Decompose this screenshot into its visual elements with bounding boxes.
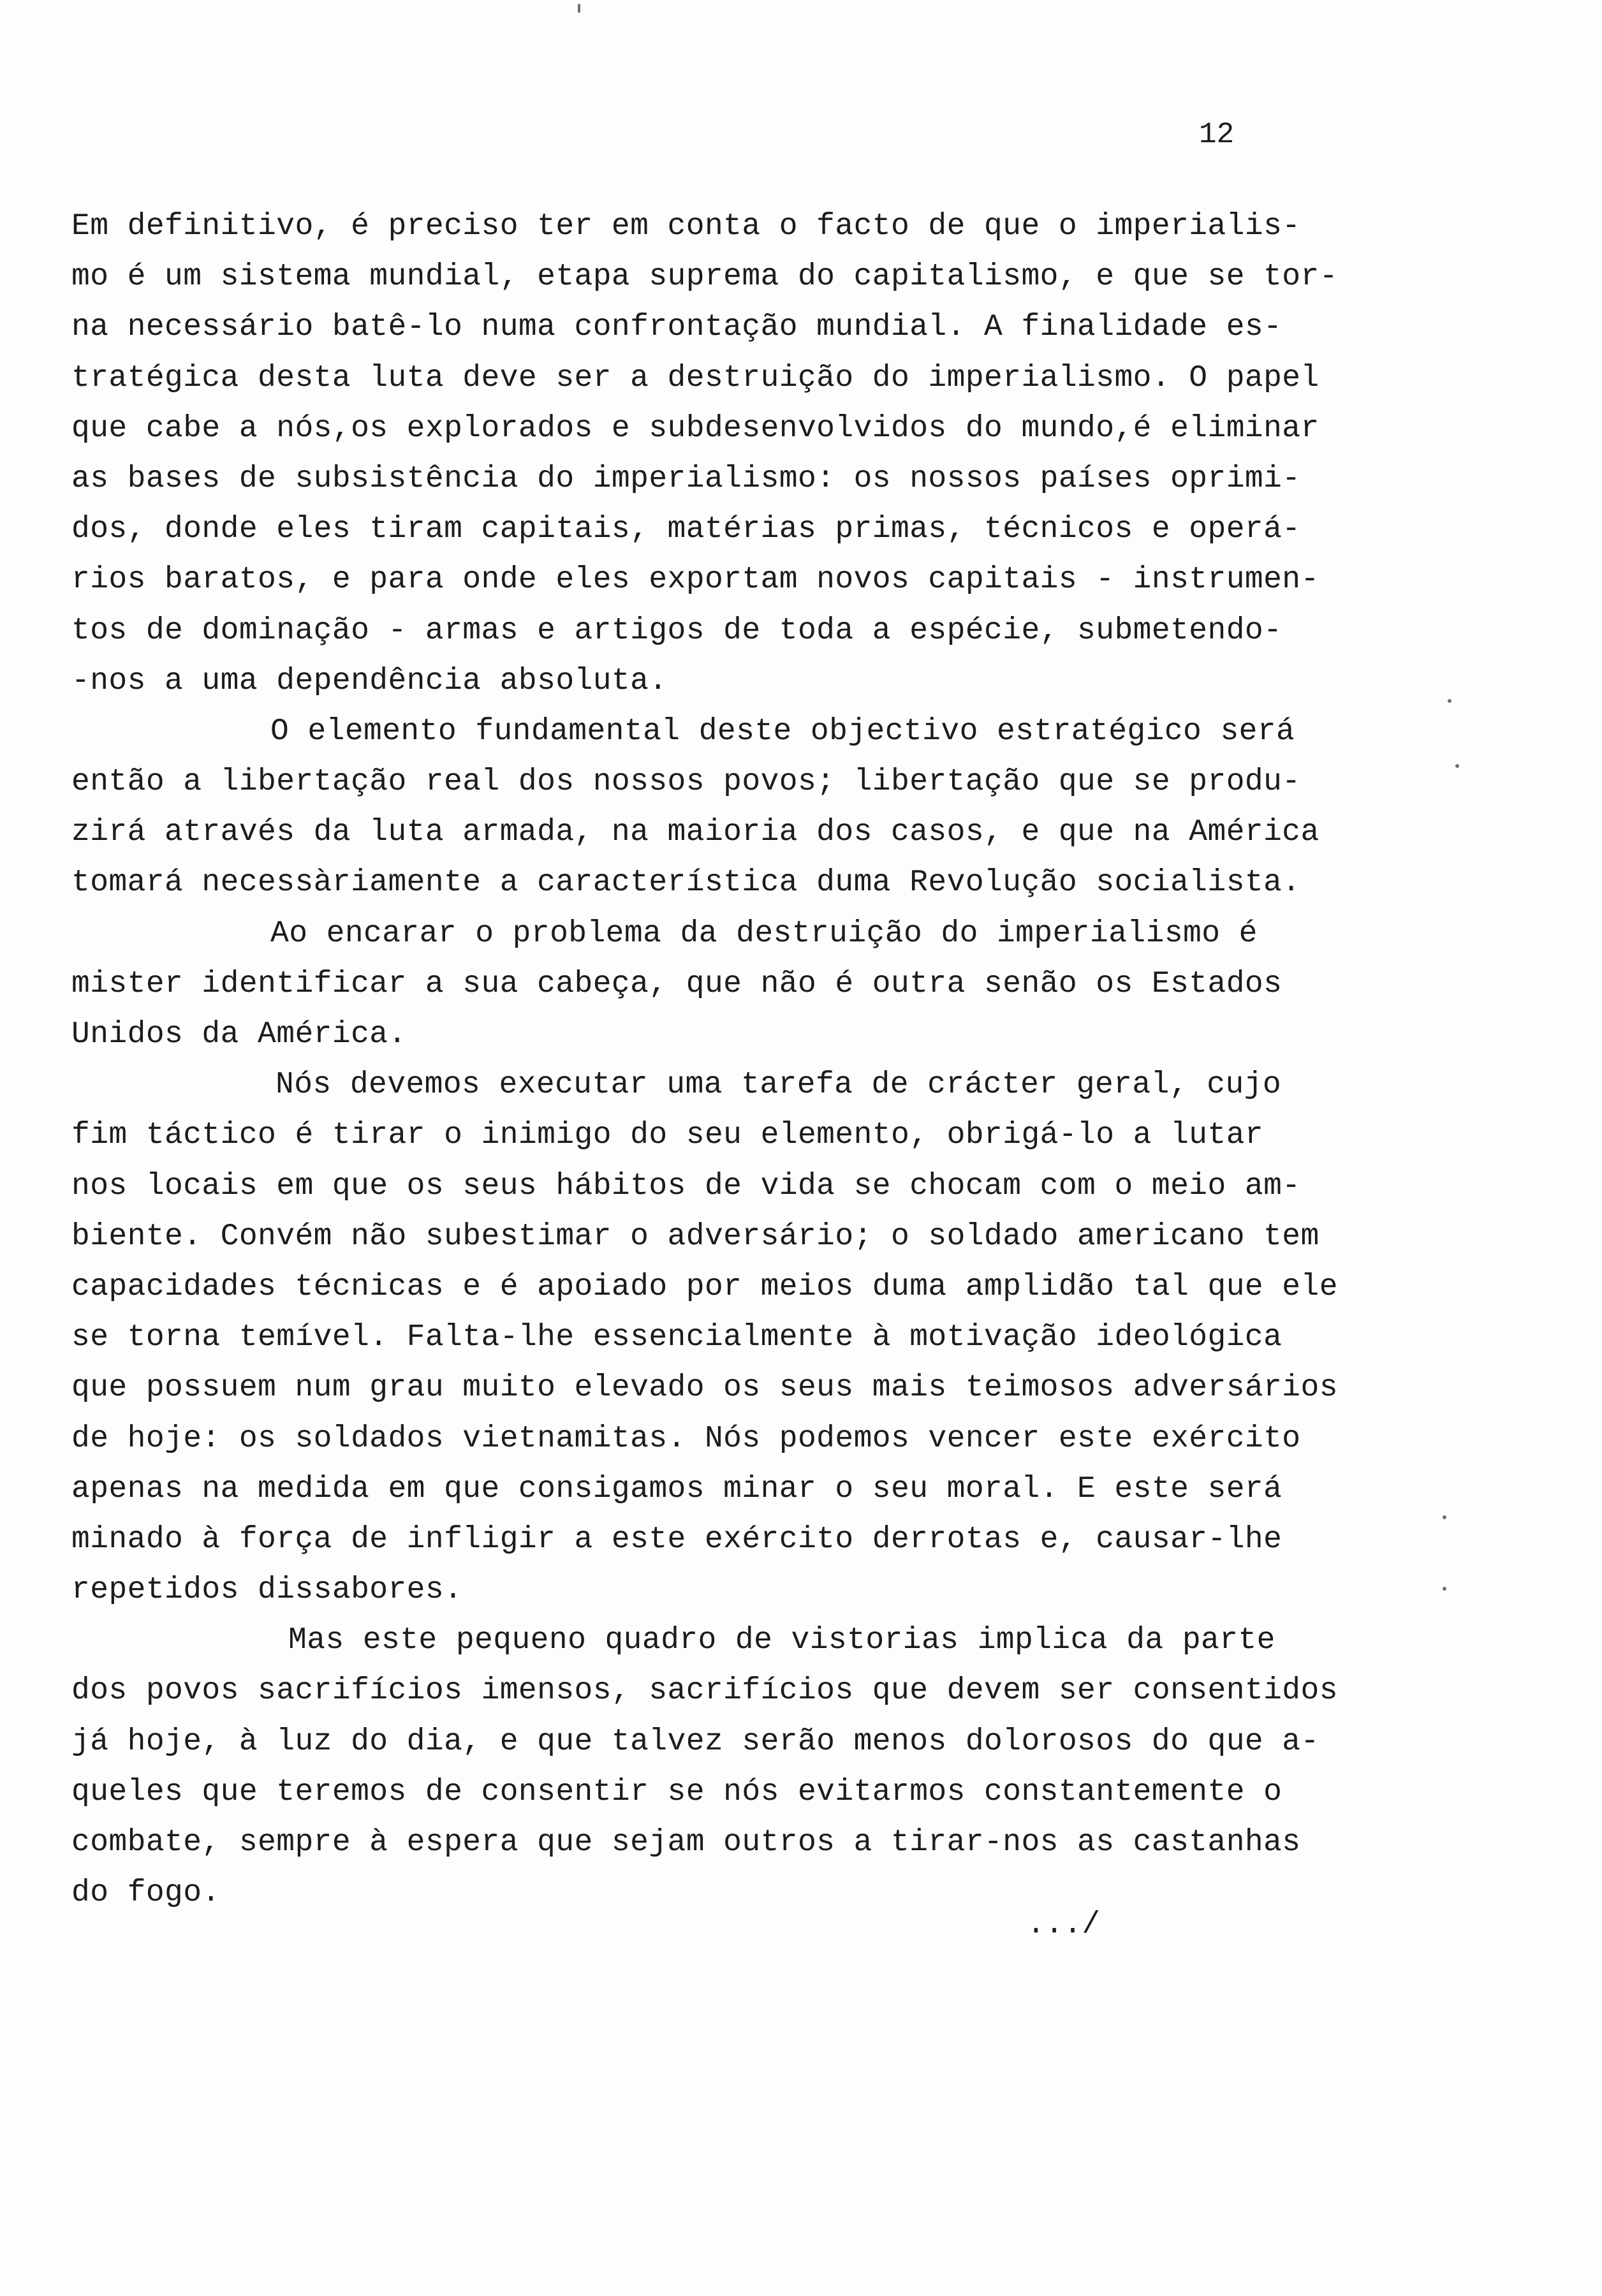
text-line: combate, sempre à espera que sejam outros a tirar-nos as castanhas	[71, 1825, 1301, 1860]
scan-speck	[1443, 1587, 1446, 1591]
text-line: nos locais em que os seus hábitos de vida se chocam com o meio am-	[71, 1168, 1301, 1203]
page-number: 12	[1199, 118, 1235, 151]
scan-speck	[1443, 1515, 1446, 1519]
text-line: de hoje: os soldados vietnamitas. Nós podemos vencer este exército	[71, 1421, 1301, 1456]
scan-speck	[578, 4, 580, 13]
text-line: dos povos sacrifícios imensos, sacrifícios que devem ser consentidos	[71, 1674, 1338, 1709]
text-line: Em definitivo, é preciso ter em conta o facto de que o imperialis-	[71, 209, 1301, 244]
text-line: que possuem num grau muito elevado os seus mais teimosos adversários	[71, 1371, 1338, 1406]
body-text	[71, 202, 1385, 1918]
text-line: na necessário batê-lo numa confrontação mundial. A finalidade es-	[71, 310, 1282, 345]
text-line: fim táctico é tirar o inimigo do seu elemento, obrigá-lo a lutar	[71, 1118, 1264, 1153]
text-line: rios baratos, e para onde eles exportam novos capitais - instrumen-	[71, 563, 1319, 598]
scan-speck	[1455, 764, 1459, 768]
continuation-mark: .../	[1027, 1908, 1101, 1942]
text-line: apenas na medida em que consigamos minar o seu moral. E este será	[71, 1471, 1282, 1506]
text-line: que cabe a nós,os explorados e subdesenvolvidos do mundo,é eliminar	[71, 411, 1319, 446]
text-line: biente. Convém não subestimar o adversário; o soldado americano tem	[71, 1219, 1319, 1254]
text-line: dos, donde eles tiram capitais, matérias primas, técnicos e operá-	[71, 512, 1301, 547]
text-line: mo é um sistema mundial, etapa suprema do capitalismo, e que se tor-	[71, 260, 1338, 295]
text-line: então a libertação real dos nossos povos; libertação que se produ-	[71, 765, 1301, 800]
text-line: já hoje, à luz do dia, e que talvez serão menos dolorosos do que a-	[71, 1724, 1319, 1759]
text-line: tratégica desta luta deve ser a destruição do imperialismo. O papel	[71, 360, 1319, 395]
text-line: tomará necessàriamente a característica duma Revolução socialista.	[71, 865, 1301, 901]
text-line: zirá através da luta armada, na maioria dos casos, e que na América	[71, 815, 1319, 850]
paragraph-start-line: Nós devemos executar uma tarefa de crácter geral, cujo	[276, 1068, 1282, 1103]
text-line: mister identificar a sua cabeça, que não é outra senão os Estados	[71, 966, 1282, 1001]
text-line: tos de dominação - armas e artigos de toda a espécie, submetendo-	[71, 613, 1282, 648]
paragraph-start-line: Ao encarar o problema da destruição do imperialismo é	[270, 916, 1258, 951]
text-line: queles que teremos de consentir se nós evitarmos constantemente o	[71, 1774, 1282, 1809]
text-line: -nos a uma dependência absoluta.	[71, 663, 668, 698]
scan-speck	[1448, 699, 1451, 703]
text-line: as bases de subsistência do imperialismo: os nossos países oprimi-	[71, 461, 1301, 496]
text-line: se torna temível. Falta-lhe essencialmente à motivação ideológica	[71, 1320, 1282, 1355]
text-line: minado à força de infligir a este exército derrotas e, causar-lhe	[71, 1522, 1282, 1557]
text-line: repetidos dissabores.	[71, 1573, 463, 1608]
text-line: do fogo.	[71, 1876, 221, 1911]
text-line: capacidades técnicas e é apoiado por meios duma amplidão tal que ele	[71, 1269, 1338, 1304]
paragraph-start-line: O elemento fundamental deste objectivo estratégico será	[270, 714, 1295, 749]
paragraph-start-line: Mas este pequeno quadro de vistorias implica da parte	[288, 1623, 1275, 1658]
text-line: Unidos da América.	[71, 1017, 407, 1052]
